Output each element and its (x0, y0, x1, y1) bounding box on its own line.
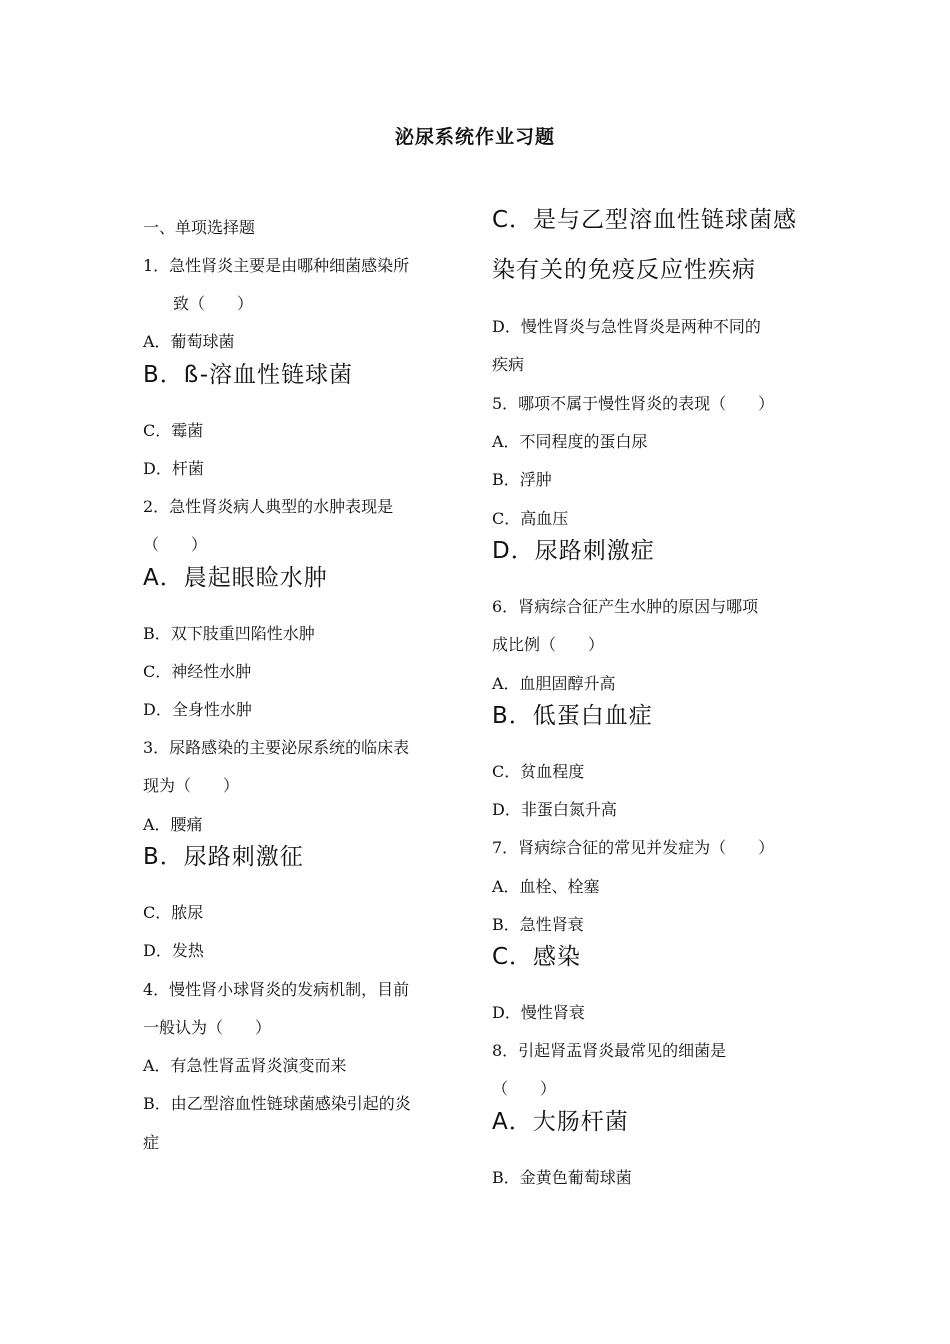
q7-option-a: A．血栓、栓塞 (492, 877, 600, 896)
question-1-text: 1．急性肾炎主要是由哪种细菌感染所 (143, 256, 410, 275)
question-8-text: 8．引起肾盂肾炎最常见的细菌是 (492, 1041, 727, 1060)
question-5-text: 5．哪项不属于慢性肾炎的表现（ ） (492, 394, 775, 413)
q2-option-b: B．双下肢重凹陷性水肿 (143, 624, 315, 643)
q4-option-c-answer-cont: 染有关的免疫反应性疾病 (492, 257, 756, 283)
question-4-text-cont: 一般认为（ ） (143, 1018, 272, 1037)
q7-option-c-answer: C．感染 (492, 944, 582, 970)
question-1-text-cont: 致（ ） (173, 294, 254, 313)
q3-option-a: A．腰痛 (143, 815, 203, 834)
page-title: 泌尿系统作业习题 (394, 126, 555, 148)
q2-option-a-answer: A．晨起眼睑水肿 (143, 565, 328, 591)
q6-option-c: C．贫血程度 (492, 762, 585, 781)
q3-option-d: D．发热 (143, 941, 204, 960)
q7-option-d: D．慢性肾衰 (492, 1003, 585, 1022)
q8-option-a-answer: A．大肠杆菌 (492, 1109, 629, 1135)
q4-option-c-answer: C．是与乙型溶血性链球菌感 (492, 207, 798, 233)
question-2-text-cont: （ ） (143, 535, 208, 554)
q3-option-b-answer: B．尿路刺激征 (143, 844, 304, 870)
q4-option-d-cont: 疾病 (492, 355, 525, 374)
q6-option-a: A．血胆固醇升高 (492, 674, 616, 693)
question-6-text-cont: 成比例（ ） (492, 635, 605, 654)
q1-option-c: C．霉菌 (143, 421, 204, 440)
section-heading: 一、单项选择题 (143, 218, 256, 237)
q1-option-a: A．葡萄球菌 (143, 332, 235, 351)
q7-option-b: B．急性肾衰 (492, 915, 584, 934)
q4-option-a: A．有急性肾盂肾炎演变而来 (143, 1056, 347, 1075)
q8-option-b: B．金黄色葡萄球菌 (492, 1168, 632, 1187)
q1-option-d: D．杆菌 (143, 459, 204, 478)
question-7-text: 7．肾病综合征的常见并发症为（ ） (492, 838, 775, 857)
q5-option-a: A．不同程度的蛋白尿 (492, 432, 648, 451)
q5-option-d-answer: D．尿路刺激症 (492, 538, 655, 564)
q4-option-b-cont: 症 (143, 1133, 160, 1152)
q2-option-d: D．全身性水肿 (143, 700, 252, 719)
question-8-text-cont: （ ） (492, 1079, 557, 1098)
q6-option-d: D．非蛋白氮升高 (492, 800, 617, 819)
q6-option-b-answer: B．低蛋白血症 (492, 703, 653, 729)
question-3-text: 3．尿路感染的主要泌尿系统的临床表 (143, 738, 410, 757)
q3-option-c: C．脓尿 (143, 903, 204, 922)
question-4-text: 4．慢性肾小球肾炎的发病机制，目前 (143, 980, 410, 999)
q4-option-b: B．由乙型溶血性链球菌感染引起的炎 (143, 1094, 411, 1113)
q2-option-c: C．神经性水肿 (143, 662, 252, 681)
q5-option-b: B．浮肿 (492, 470, 552, 489)
question-2-text: 2．急性肾炎病人典型的水肿表现是 (143, 497, 394, 516)
q1-option-b-answer: B．ß-溶血性链球菌 (143, 362, 353, 388)
q4-option-d: D．慢性肾炎与急性肾炎是两种不同的 (492, 317, 761, 336)
question-6-text: 6．肾病综合征产生水肿的原因与哪项 (492, 597, 759, 616)
question-3-text-cont: 现为（ ） (143, 776, 240, 795)
q5-option-c: C．高血压 (492, 509, 569, 528)
